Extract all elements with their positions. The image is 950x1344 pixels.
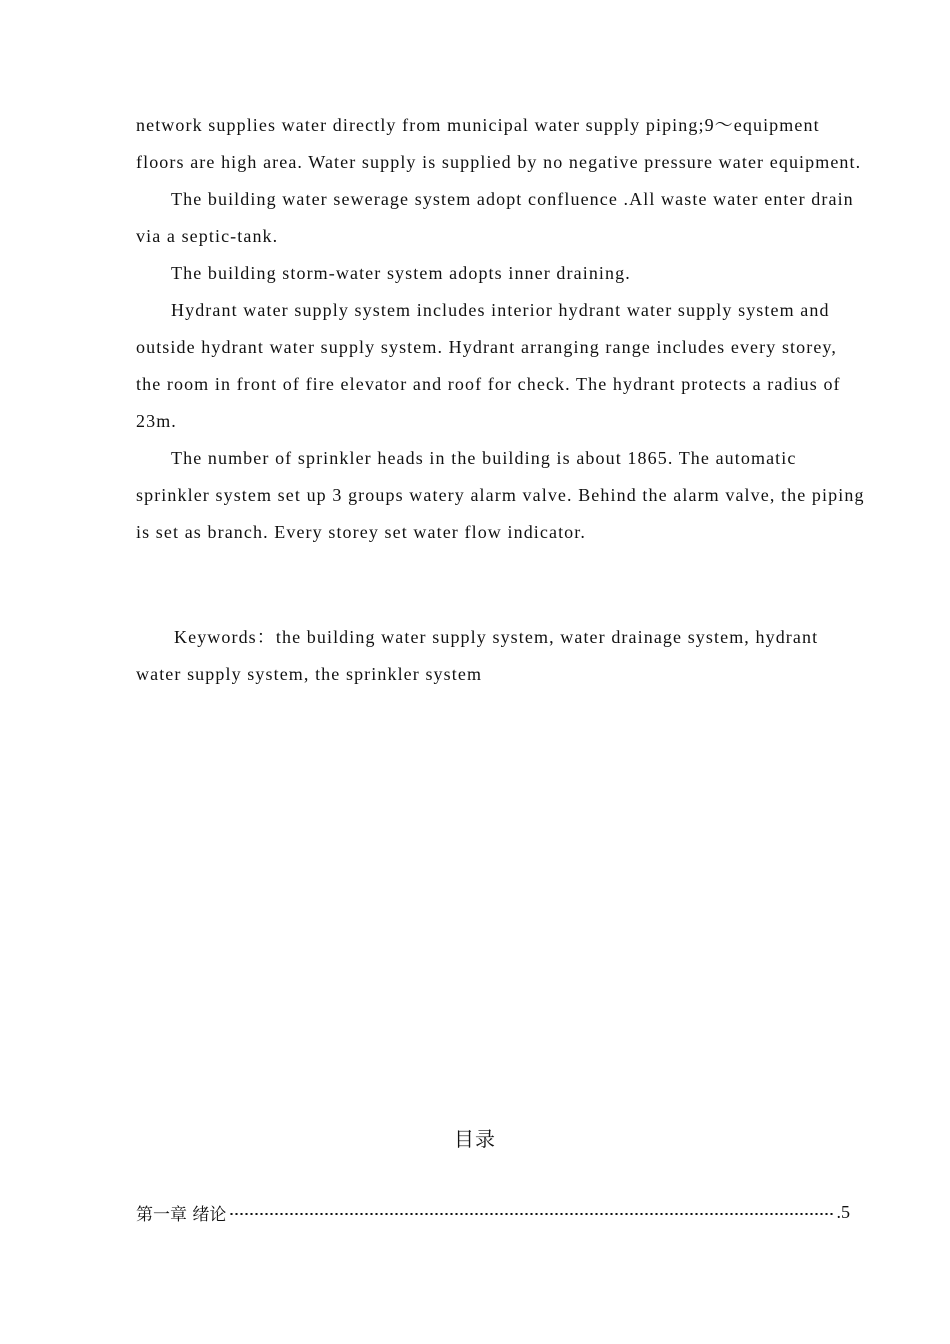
abstract-section	[136, 107, 866, 551]
toc-title: 目录	[454, 1127, 496, 1151]
toc-entry[interactable]	[136, 1198, 850, 1226]
abstract-paragraph: The building water sewerage system adopt confluence .All waste water enter drain via a septic-tank.	[136, 189, 854, 246]
abstract-paragraph: The number of sprinkler heads in the building is about 1865. The automatic sprinkler system set up 3 groups watery alarm valve. Behind the alarm valve, the piping is set as branch. Every storey set water flow indicator.	[136, 448, 865, 542]
abstract-paragraph: Hydrant water supply system includes interior hydrant water supply system and outside hydrant water supply system. Hydrant arranging range includes every storey, the room in front of fire elevator and roof for check. The hydrant protects a radius of 23m.	[136, 300, 841, 431]
keywords-text: the building water supply system, water drainage system, hydrant water supply system, the sprinkler system	[136, 627, 819, 684]
toc-dot-leader	[229, 1213, 833, 1215]
keywords-label: Keywords：	[174, 627, 276, 647]
abstract-paragraph: network supplies water directly from municipal water supply piping;9～equipment floors are high area. Water supply is supplied by no negative pressure water equipment.	[136, 115, 862, 172]
toc-entry-page-number[interactable]: .5	[836, 1201, 850, 1222]
keywords-section	[136, 619, 866, 693]
abstract-paragraph: The building storm-water system adopts inner draining.	[171, 263, 631, 283]
toc-entry-label[interactable]: 第一章 绪论	[136, 1204, 227, 1225]
